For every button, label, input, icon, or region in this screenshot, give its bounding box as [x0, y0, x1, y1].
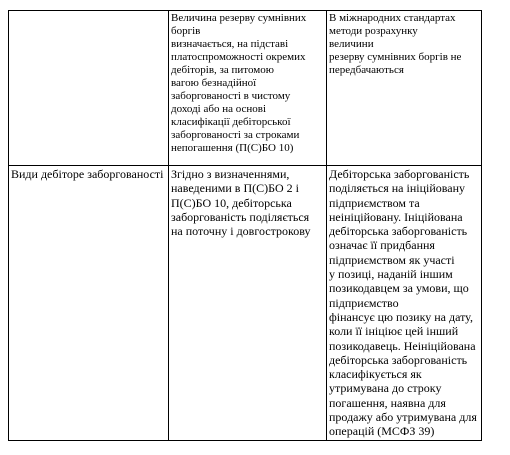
text-line: утримувана до строку	[329, 381, 442, 396]
text-line: фінансує цю позику на дату,	[329, 309, 473, 324]
text-line: боргів	[171, 25, 201, 37]
text-line: підприємством як участі	[329, 252, 455, 267]
text-line: Дебіторська заборгованість	[329, 167, 470, 181]
table-row	[9, 166, 482, 441]
row1-col2-cell	[169, 11, 327, 166]
text-line: класифікується як	[329, 367, 422, 382]
text-line: підприємство	[329, 295, 399, 310]
text-line: вагою безнадійної	[171, 77, 257, 89]
text-line: погашення, наявна для	[329, 395, 446, 410]
row1-col1-cell	[9, 11, 169, 166]
text-line: платоспроможності окремих	[171, 51, 306, 63]
text-line: класифікації дебіторської	[171, 116, 291, 128]
text-line: непогашення (П(С)БО 10)	[171, 142, 294, 154]
text-line: підприємством та	[329, 195, 420, 210]
text-line: резерву сумнівних боргів не	[329, 51, 462, 63]
comparison-table	[8, 10, 482, 441]
row2-col1-cell	[9, 166, 169, 441]
text-line: неініційовану. Ініційована	[329, 209, 463, 224]
text-line: П(С)БО 10, дебіторська	[171, 195, 292, 210]
text-line: величини	[329, 38, 374, 50]
text-line: дебіторська заборгованість	[329, 224, 468, 239]
table-row	[9, 11, 482, 166]
text-line: В міжнародних стандартах	[329, 12, 456, 24]
text-line: заборгованості в чистому	[171, 90, 291, 102]
text-line: позикодавець. Неініційована	[329, 338, 476, 353]
text-line: наведеними в П(С)БО 2 і	[171, 181, 299, 196]
text-line: на поточну і довгострокову	[171, 224, 311, 239]
text-line: Величина резерву сумнівних	[171, 12, 307, 24]
text-line: заборгованість поділяється	[171, 209, 310, 224]
text-line: доході або на основі	[171, 103, 267, 115]
text-line: означає її придбання	[329, 238, 435, 253]
text-line: заборгованості за строками	[171, 129, 300, 141]
row2-col3-cell	[327, 166, 482, 441]
text-line: коли її ініціює цей інший	[329, 324, 459, 339]
text-line: передбачаються	[329, 64, 404, 76]
text-line: операцій (МСФЗ 39)	[329, 424, 435, 439]
text-line: дебіторів, за питомою	[171, 64, 274, 76]
text-line: визначається, на підставі	[171, 38, 289, 50]
row2-col2-cell	[169, 166, 327, 441]
text-line: поділяється на ініційовану	[329, 181, 466, 196]
text-line: Згідно з визначеннями,	[171, 167, 290, 181]
row2-col1-text: Види дебіторе заборгованості	[11, 167, 164, 181]
text-line: продажу або утримувана для	[329, 410, 477, 425]
row1-col3-cell	[327, 11, 482, 166]
text-line: позикодавцем за умови, що	[329, 281, 469, 296]
text-line: дебіторська заборгованість	[329, 352, 468, 367]
text-line: методи розрахунку	[329, 25, 418, 37]
text-line: у позиці, наданій іншим	[329, 267, 453, 282]
